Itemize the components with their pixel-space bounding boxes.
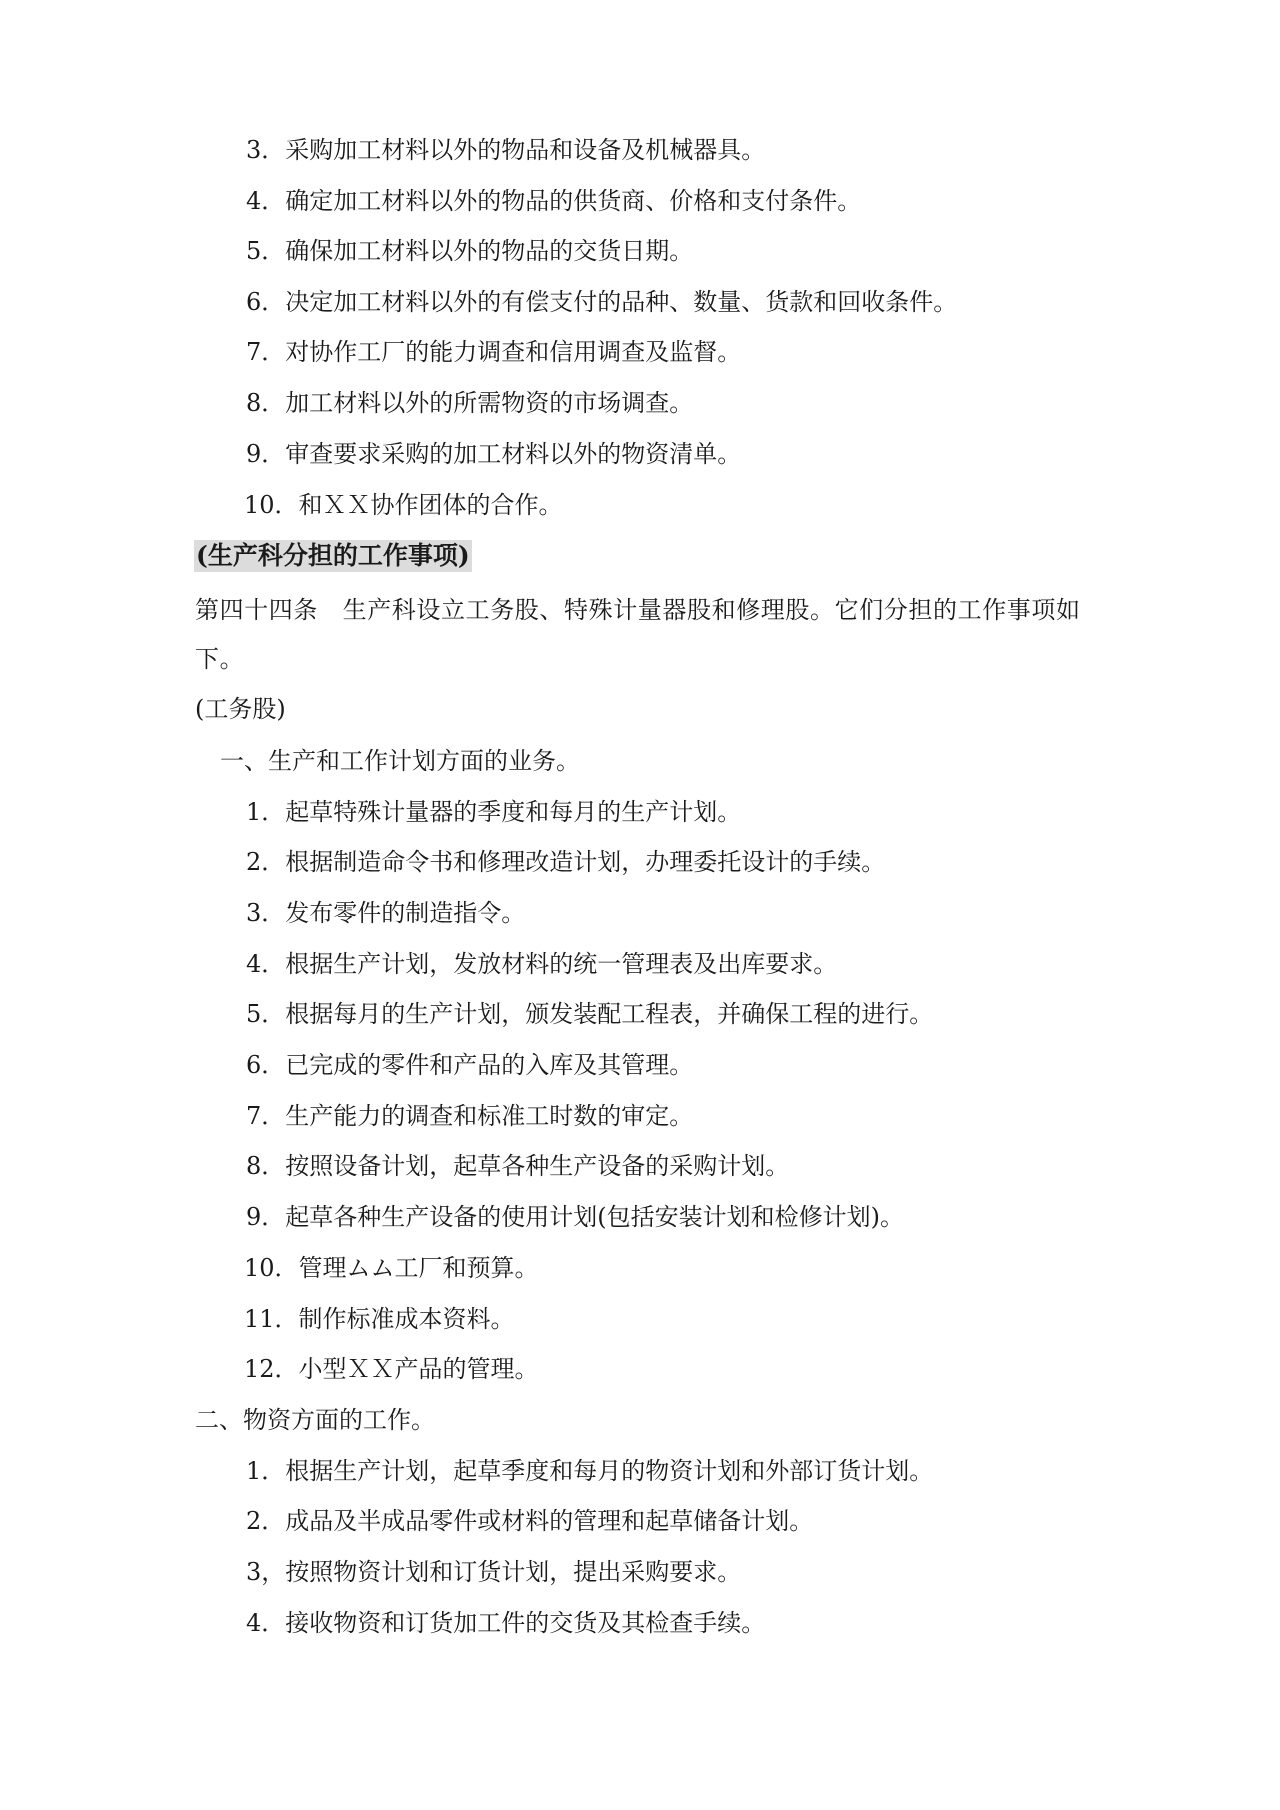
section-title: 二、物资方面的工作。 xyxy=(195,1406,435,1434)
list-item: 12．小型ＸＸ产品的管理。 xyxy=(244,1355,539,1383)
list-item: 11．制作标准成本资料。 xyxy=(244,1305,515,1333)
list-item: 6．决定加工材料以外的有偿支付的品种、数量、货款和回收条件。 xyxy=(246,288,958,316)
section-title: 一、生产和工作计划方面的业务。 xyxy=(220,747,580,775)
list-item: 4．根据生产计划，发放材料的统一管理表及出库要求。 xyxy=(246,950,838,978)
list-item: 7．生产能力的调查和标准工时数的审定。 xyxy=(246,1102,694,1130)
list-item: 8．按照设备计划，起草各种生产设备的采购计划。 xyxy=(246,1152,790,1180)
list-item: 2．根据制造命令书和修理改造计划，办理委托设计的手续。 xyxy=(246,848,886,876)
list-item: 4．确定加工材料以外的物品的供货商、价格和支付条件。 xyxy=(246,187,862,215)
list-item: 2．成品及半成品零件或材料的管理和起草储备计划。 xyxy=(246,1507,814,1535)
list-item: 1．起草特殊计量器的季度和每月的生产计划。 xyxy=(246,798,742,826)
list-item: 10．管理ムム工厂和预算。 xyxy=(244,1254,539,1282)
list-item: 5．确保加工材料以外的物品的交货日期。 xyxy=(246,237,694,265)
list-item: 7．对协作工厂的能力调查和信用调查及监督。 xyxy=(246,338,742,366)
article-paragraph: 第四十四条 生产科设立工务股、特殊计量器股和修理股。它们分担的工作事项如下。 xyxy=(195,596,1081,673)
list-item: 1．根据生产计划，起草季度和每月的物资计划和外部订货计划。 xyxy=(246,1457,934,1485)
list-item: 6．已完成的零件和产品的入库及其管理。 xyxy=(246,1051,694,1079)
list-item: 8．加工材料以外的所需物资的市场调查。 xyxy=(246,389,694,417)
list-item: 4．接收物资和订货加工件的交货及其检查手续。 xyxy=(246,1609,766,1637)
list-item: 10．和ＸＸ协作团体的合作。 xyxy=(244,491,563,519)
list-item: 5．根据每月的生产计划，颁发装配工程表，并确保工程的进行。 xyxy=(246,1000,934,1028)
list-item: 9．审查要求采购的加工材料以外的物资清单。 xyxy=(246,440,742,468)
list-item: 3．采购加工材料以外的物品和设备及机械器具。 xyxy=(246,136,766,164)
subheading: (工务股) xyxy=(195,695,286,723)
list-item: 3．发布零件的制造指令。 xyxy=(246,899,526,927)
list-item: 3，按照物资计划和订货计划，提出采购要求。 xyxy=(246,1558,742,1586)
section-heading: (生产科分担的工作事项) xyxy=(196,541,470,570)
list-item: 9．起草各种生产设备的使用计划(包括安装计划和检修计划)。 xyxy=(246,1203,904,1231)
